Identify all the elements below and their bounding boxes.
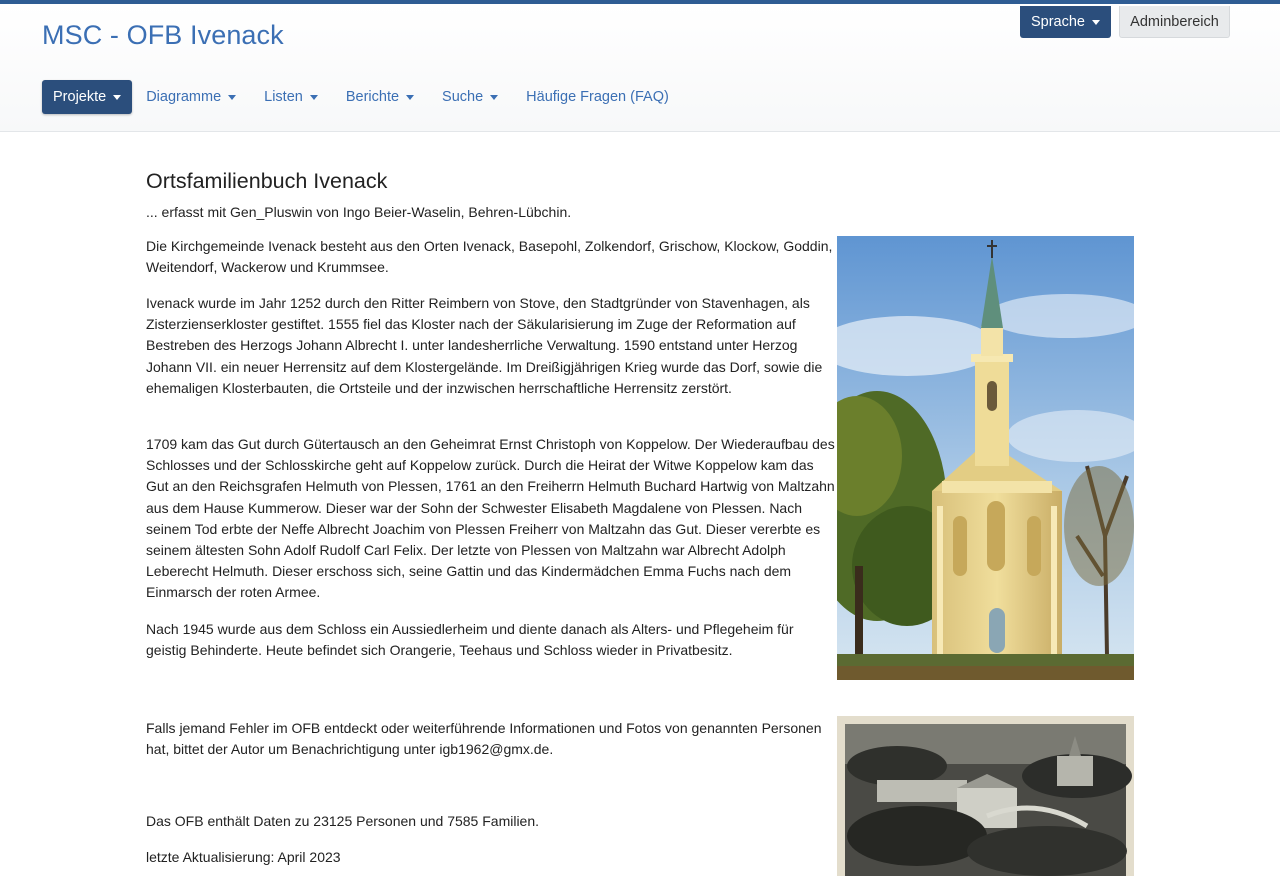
- page-header: [0, 4, 1280, 132]
- caret-down-icon: [1092, 20, 1100, 25]
- nav-suche[interactable]: [442, 80, 498, 114]
- caret-down-icon: [490, 95, 498, 100]
- nav-label: Suche: [442, 89, 484, 105]
- nav-label: Berichte: [345, 89, 400, 105]
- paragraph-history-founding: Ivenack wurde im Jahr 1252 durch den Ritter Reimbern von Stove, den Stadtgründer von Stavenhagen, als Zisterzienserkloster gestiftet. 1555 fiel das Kloster nach der Säkularisierung im Zuge der Reformation auf Bestreben des Herzogs Johann Albrecht I. unter landesherrliche Verwaltung. 1590 entstand unter Herzog Johann VII. ein neuer Herrensitz auf dem Klostergelände. Im Dreißigjährigen Krieg wurde das Dorf, sowie die ehemaligen Klosterbauten, die Ortsteile und der inzwischen herrschaftliche Herrensitz zerstört.: [146, 295, 823, 396]
- paragraph-last-update: letzte Aktualisierung: April 2023: [146, 849, 341, 865]
- historic-aerial-photo: [837, 716, 1134, 876]
- main-content: [146, 167, 836, 865]
- paragraph-parishes: Die Kirchgemeinde Ivenack besteht aus den Orten Ivenack, Basepohl, Zolkendorf, Grischow, Klockow, Goddin, Weitendorf, Wackerow und Krummsee.: [146, 238, 833, 276]
- nav-listen[interactable]: [264, 80, 318, 114]
- paragraph-statistics: Das OFB enthält Daten zu 23125 Personen und 7585 Familien.: [146, 813, 540, 829]
- nav-faq[interactable]: [526, 80, 669, 114]
- caret-down-icon: [228, 95, 236, 100]
- page-title: Ortsfamilienbuch Ivenack: [146, 169, 388, 193]
- paragraph-contact: Falls jemand Fehler im OFB entdeckt oder weiterführende Informationen und Fotos von genannten Personen hat, bittet der Autor um Benachrichtigung unter igb1962@gmx.de.: [146, 720, 822, 758]
- nav-label: Häufige Fragen (FAQ): [526, 89, 669, 105]
- language-button-label: Sprache: [1030, 14, 1085, 30]
- caret-down-icon: [113, 95, 121, 100]
- paragraph-history-koppelow: 1709 kam das Gut durch Gütertausch an den Geheimrat Ernst Christoph von Koppelow. Der Wiederaufbau des Schlosses und der Schlosskirche geht auf Koppelow zurück. Durch die Heirat der Witwe Koppelow kam das Gut an den Reichsgrafen Helmuth von Plessen, 1761 an den Freiherrn Helmuth Buchard Hartwig von Maltzahn aus dem Hause Kummerow. Dieser war der Sohn der Schwester Elisabeth Magdalene von Plessen. Nach seinem Tod erbte der Neffe Albrecht Joachim von Plessen Freiherr von Maltzahn das Gut. Dieser vererbte es seinem ältesten Sohn Adolf Rudolf Carl Felix. Der letzte von Plessen von Maltzahn war Albrecht Adolph Leberecht Helmuth. Dieser erschoss sich, seine Gattin und das Kindermädchen Emma Fuchs nach dem Einmarsch der roten Armee.: [146, 436, 835, 601]
- caret-down-icon: [406, 95, 414, 100]
- admin-button-label: Adminbereich: [1130, 13, 1219, 30]
- nav-label: Diagramme: [146, 89, 222, 105]
- main-navigation: [42, 80, 697, 114]
- paragraph-history-1945: Nach 1945 wurde aus dem Schloss ein Aussiedlerheim und diente danach als Alters- und Pflegeheim für geistig Behinderte. Heute befindet sich Orangerie, Teehaus und Schloss wieder in Privatbesitz.: [146, 621, 794, 659]
- nav-projekte[interactable]: [42, 80, 132, 114]
- nav-label: Projekte: [53, 89, 107, 105]
- page-subtitle: ... erfasst mit Gen_Pluswin von Ingo Beier-Waselin, Behren-Lübchin.: [146, 204, 572, 220]
- admin-area-button[interactable]: [1119, 6, 1230, 38]
- nav-berichte[interactable]: [346, 80, 414, 114]
- caret-down-icon: [310, 95, 318, 100]
- nav-diagramme[interactable]: [146, 80, 236, 114]
- nav-label: Listen: [264, 89, 303, 105]
- site-brand[interactable]: MSC - OFB Ivenack: [42, 20, 284, 50]
- church-photo: [837, 236, 1134, 680]
- language-dropdown-button[interactable]: [1020, 6, 1111, 38]
